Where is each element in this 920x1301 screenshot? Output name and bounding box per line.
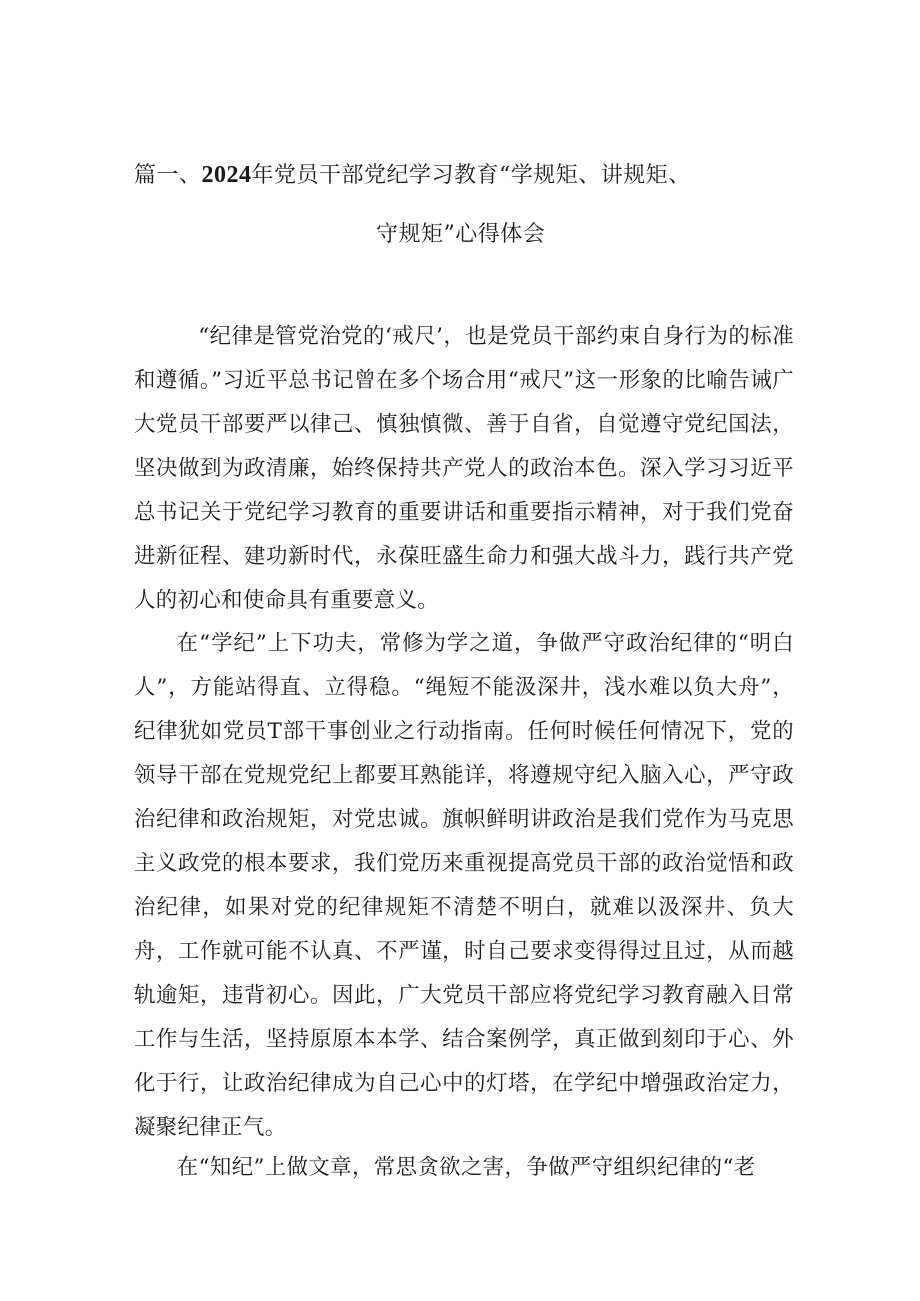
document-title-line-1 (134, 158, 834, 193)
paragraph-2: 在“学纪”上下功夫，常修为学之道，争做严守政治纪律的“明白人”，方能站得直、立得稳。“绳短不能汲深井，浅水难以负大舟”，纪律犹如党员T部干事创业之行动指南。任何时候任何情况下，党的领导干部在党规党纪上都要耳熟能详，将遵规守纪入脑入心，严守政治纪律和政治规矩，对党忠诚。旗帜鲜明讲政治是我们党作为马克思主义政党的根本要求，我们党历来重视提高党员干部的政治觉悟和政治纪律，如果对党的纪律规矩不清楚不明白，就难以汲深井、负大舟，工作就可能不认真、不严谨，时自己要求变得得过且过，从而越轨逾矩，违背初心。因此，广大党员干部应将党纪学习教育融入日常工作与生活，坚持原原本本学、结合案例学，真正做到刻印于心、外化于行，让政治纪律成为自己心中的灯塔，在学纪中增强政治定力，凝聚纪律正气。 (134, 631, 794, 1140)
title-rest: 年党员干部党纪学习教育“学规矩、讲规矩、 (251, 163, 691, 188)
paragraph-3: 在“知纪”上做文章，常思贪欲之害，争做严守组织纪律的“老 (176, 1155, 756, 1180)
document-title-line-2: 守规矩”心得体会 (376, 222, 546, 247)
title-year: 2024 (201, 162, 252, 188)
paragraph-1: “纪律是管党治党的‘戒尺’，也是党员干部约束自身行为的标准和遵循。”习近平总书记曾在多个场合用“戒尺”这一形象的比喻告诫广大党员干部要严以律己、慎独慎微、善于自省，自觉遵守党纪国法，坚决做到为政清廉，始终保持共产党人的政治本色。深入学习习近平总书记关于党纪学习教育的重要讲话和重要指示精神，对于我们党奋进新征程、建功新时代，永葆旺盛生命力和强大战斗力，践行共产党人的初心和使命具有重要意义。 (134, 324, 794, 613)
title-prefix: 篇一、 (134, 163, 202, 188)
